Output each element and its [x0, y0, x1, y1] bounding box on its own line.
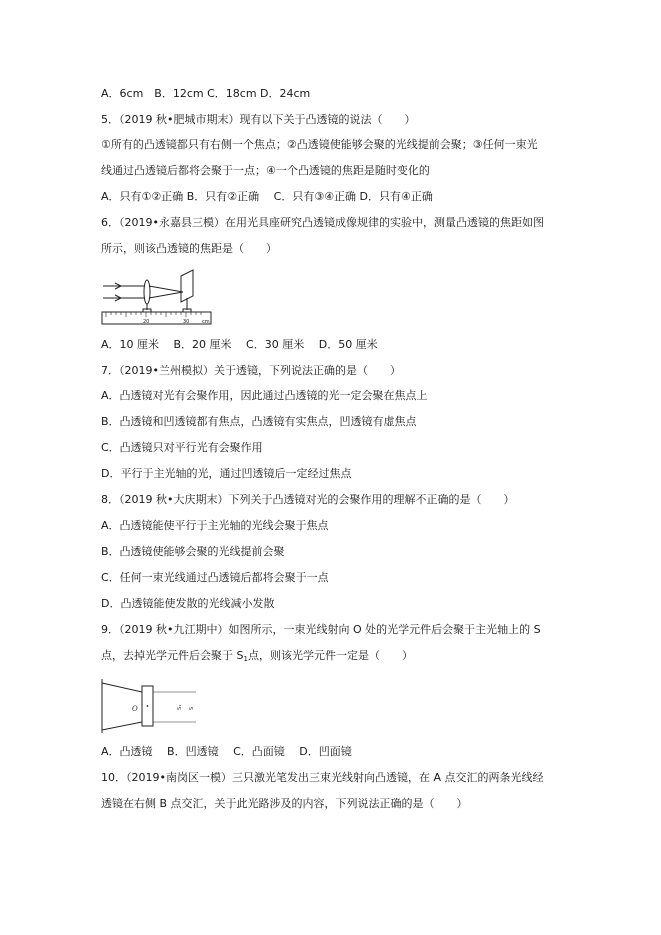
q6-options: A．10 厘米 B．20 厘米 C．30 厘米 D．50 厘米: [101, 338, 378, 351]
q7-stem: 7．（2019•兰州模拟）关于透镜，下列说法正确的是（ ）: [101, 364, 401, 377]
q9-stem-line2: 点，去掉光学元件后会聚于 $S_1$点，则该光学元件一定是（ ）: [101, 649, 413, 663]
label-s: S: [189, 706, 195, 710]
q7-option-a: A．凸透镜对光有会聚作用，因此通过凸透镜的光一定会聚在焦点上: [101, 389, 428, 402]
q8-option-b: B．凸透镜使能够会聚的光线提前会聚: [101, 545, 285, 558]
q4-options: A．6cm B．12cm C．18cm D．24cm: [101, 87, 311, 100]
q8-option-d: D．凸透镜能使发散的光线减小发散: [101, 597, 275, 610]
q8-option-a: A．凸透镜能使平行于主光轴的光线会聚于焦点: [101, 519, 329, 532]
q9-options: A．凸透镜 B．凹透镜 C．凸面镜 D．凹面镜: [101, 745, 352, 758]
q6-stem-line2: 所示，则该凸透镜的焦距是（ ）: [101, 242, 277, 255]
q7-option-d: D．平行于主光轴的光，通过凹透镜后一定经过焦点: [101, 467, 352, 480]
label-o: O: [132, 705, 138, 713]
optical-bench-figure: [101, 268, 213, 326]
q10-stem-line2: 透镜在右侧 B 点交汇，关于此光路涉及的内容，下列说法正确的是（ ）: [101, 797, 468, 810]
q8-stem: 8．（2019 秋•大庆期末）下列关于凸透镜对光的会聚作用的理解不正确的是（ ）: [101, 493, 515, 506]
q5-stem: 5．（2019 秋•肥城市期末）现有以下关于凸透镜的说法（ ）: [101, 113, 416, 126]
optical-element-figure: [101, 678, 197, 734]
label-s1: S₁: [177, 704, 183, 710]
ruler-label-30: 30: [183, 319, 190, 325]
ruler-label-cm: cm: [202, 319, 210, 325]
q7-option-b: B．凸透镜和凹透镜都有焦点，凸透镜有实焦点，凹透镜有虚焦点: [101, 415, 417, 428]
q7-option-c: C．凸透镜只对平行光有会聚作用: [101, 441, 263, 454]
q6-stem-line1: 6．（2019•永嘉县三模）在用光具座研究凸透镜成像规律的实验中，测量凸透镜的焦距如图: [101, 216, 544, 229]
ruler-label-20: 20: [143, 319, 150, 325]
o-point-dot: [147, 705, 149, 707]
q8-option-c: C．任何一束光线通过凸透镜后都将会聚于一点: [101, 571, 329, 584]
q5-text-line2: 线通过凸透镜后都将会聚于一点；④一个凸透镜的焦距是随时变化的: [101, 164, 430, 177]
q5-text-line1: ①所有的凸透镜都只有右侧一个焦点；②凸透镜使能够会聚的光线提前会聚；③任何一束光: [101, 138, 538, 151]
q5-options: A．只有①②正确 B．只有②正确 C．只有③④正确 D．只有④正确: [101, 190, 433, 203]
q10-stem-line1: 10．（2019•南岗区一模）三只激光笔发出三束光线射向凸透镜，在 A 点交汇的两条光线经: [101, 771, 544, 784]
q9-stem-line1: 9．（2019 秋•九江期中）如图所示，一束光线射向 O 处的光学元件后会聚于主光轴上的 S: [101, 623, 541, 636]
